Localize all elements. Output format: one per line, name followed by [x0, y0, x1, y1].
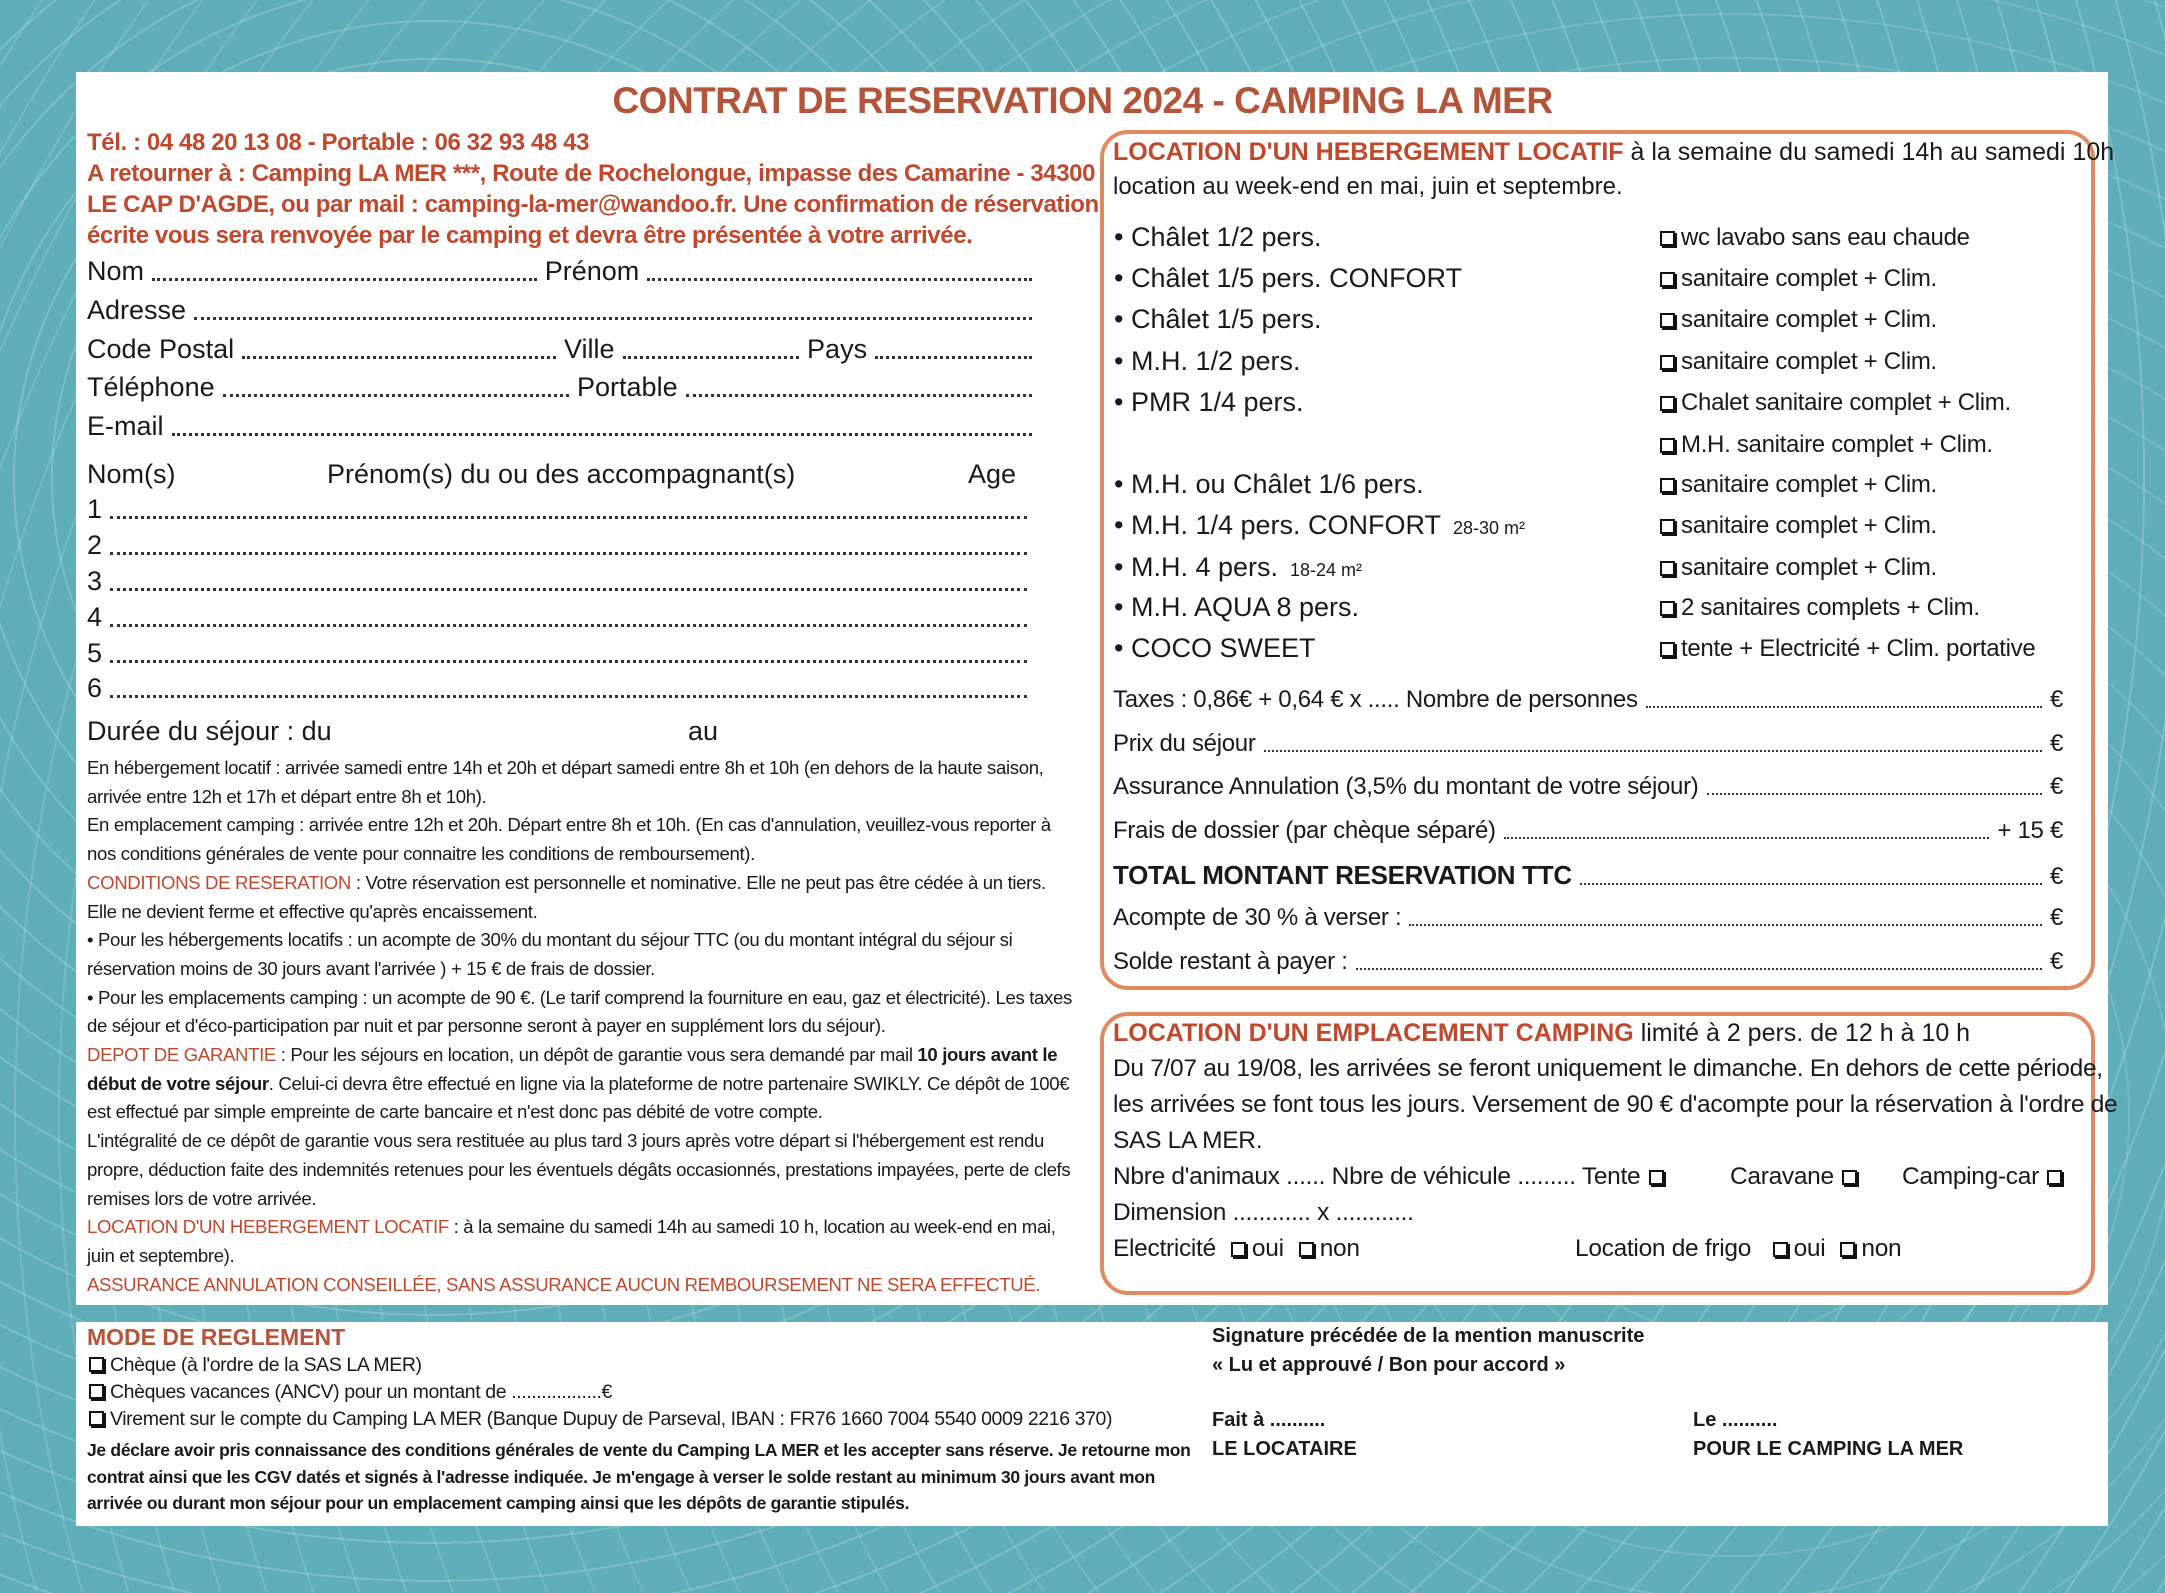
camping-car-option	[1902, 1163, 2068, 1191]
frigo-label: Location de frigo	[1575, 1235, 1752, 1262]
frigo-non-checkbox[interactable]	[1840, 1242, 1855, 1257]
city-row	[87, 334, 1040, 365]
signature-line1: Signature précédée de la mention manuscrite	[1212, 1325, 1645, 1347]
price-row	[1113, 817, 2063, 845]
price-input[interactable]	[1580, 883, 2042, 885]
camping-line: SAS LA MER.	[1113, 1127, 1263, 1154]
accommodation-item	[1114, 469, 1424, 500]
price-input[interactable]	[1504, 837, 1990, 839]
price-row	[1113, 904, 2063, 932]
caravane-label: Caravane	[1730, 1163, 1834, 1190]
price-unit: €	[2049, 948, 2063, 975]
name-row	[87, 256, 1040, 287]
price-input[interactable]	[1264, 750, 2042, 752]
locatif-sub: location au week-end en mai, juin et septembre.	[1113, 173, 1623, 200]
email-input[interactable]	[172, 433, 1032, 436]
accommodation-item	[1114, 633, 1315, 664]
email-row	[87, 411, 1040, 442]
locataire-label: LE LOCATAIRE	[1212, 1438, 1357, 1460]
price-label: TOTAL MONTANT RESERVATION TTC	[1113, 860, 1572, 890]
option-checkbox[interactable]	[1660, 313, 1675, 328]
payment-option	[87, 1354, 422, 1377]
option-checkbox[interactable]	[1660, 519, 1675, 534]
non-label: non	[1319, 1235, 1360, 1262]
row-number: 3	[87, 566, 103, 596]
contact-line: A retourner à : Camping LA MER ***, Route de Rochelongue, impasse des Camarine - 34300	[87, 160, 1096, 187]
accommodation-name: • M.H. ou Châlet 1/6 pers.	[1114, 469, 1424, 499]
accommodation-item	[1114, 222, 1322, 253]
companion-row	[87, 673, 1035, 704]
option-checkbox[interactable]	[1660, 272, 1675, 287]
option-checkbox[interactable]	[1660, 355, 1675, 370]
accommodation-item	[1114, 346, 1301, 377]
row-number: 2	[87, 530, 103, 560]
price-label: Prix du séjour	[1113, 730, 1256, 757]
companion-row	[87, 566, 1035, 597]
price-row	[1113, 860, 2063, 891]
oui-label: oui	[1793, 1235, 1826, 1262]
accommodation-name: • M.H. 1/4 pers. CONFORT	[1114, 510, 1442, 540]
condition-label: LOCATION D'UN HEBERGEMENT LOCATIF	[87, 1216, 449, 1238]
option-label: wc lavabo sans eau chaude	[1681, 224, 1970, 251]
non-label: non	[1861, 1235, 1902, 1262]
accommodation-item	[1114, 510, 1525, 541]
condition-paragraph: En emplacement camping : arrivée entre 12h et 20h. Départ entre 8h et 10h. (En cas d'annulation, veuillez-vous reporter à nos conditions générales de vente pour connaitre les conditions de remboursement).	[87, 814, 1051, 865]
condition-label: DEPOT DE GARANTIE	[87, 1044, 276, 1066]
locatif-heading	[1113, 138, 2114, 167]
nom-label: Nom	[87, 256, 145, 286]
ville-input[interactable]	[623, 356, 800, 359]
price-label: Taxes : 0,86€ + 0,64 € x ..... Nombre de personnes	[1113, 686, 1638, 713]
frigo-row	[1575, 1235, 1901, 1263]
condition-text: . Celui-ci devra être effectué en ligne via la plateforme de notre partenaire SWIKLY. Ce dépôt de 100€ est effectué par simple empreinte de carte bancaire et n'est donc pas débité de votre compte.	[87, 1072, 1070, 1123]
price-input[interactable]	[1409, 924, 2042, 926]
electricite-label: Electricité	[1113, 1235, 1216, 1262]
locatif-subtitle: à la semaine du samedi 14h au samedi 10h	[1623, 138, 2115, 166]
condition-text: : à la semaine du samedi 14h au samedi 10 h, location au week-end en mai, juin et septembre).	[87, 1216, 1056, 1266]
caravane-checkbox[interactable]	[1842, 1170, 1857, 1185]
caravane-option	[1730, 1163, 1863, 1191]
companion-input[interactable]	[110, 588, 1027, 591]
condition-paragraph: • Pour les emplacements camping : un acompte de 90 €. (Le tarif comprend la fourniture en eau, gaz et électricité). Les taxes de séjour et d'éco-participation par nuit et par personne seront à payer en supplément lors du séjour).	[87, 986, 1072, 1037]
price-input[interactable]	[1356, 968, 2042, 970]
price-label: Acompte de 30 % à verser :	[1113, 904, 1402, 931]
price-label: Solde restant à payer :	[1113, 948, 1348, 975]
option-checkbox[interactable]	[1660, 642, 1675, 657]
condition-paragraph: L'intégralité de ce dépôt de garantie vous sera restituée au plus tard 3 jours après votre départ si l'hébergement est rendu propre, déduction faite des indemnités retenues pour les éventuels dégâts occasionnés, prestations impayées, perte de clefs remises lors de votre arrivée.	[87, 1130, 1071, 1209]
companions-col-prenom: Prénom(s) du ou des accompagnant(s)	[327, 459, 796, 489]
companion-row	[87, 530, 1035, 561]
price-input[interactable]	[1707, 793, 2042, 795]
accommodation-item	[1114, 387, 1304, 418]
payment-label: Chèques vacances (ANCV) pour un montant de ..................€	[110, 1381, 612, 1403]
contact-line: écrite vous sera renvoyée par le camping et devra être présentée à votre arrivée.	[87, 222, 973, 249]
virement-checkbox[interactable]	[89, 1411, 104, 1426]
accommodation-item	[1114, 304, 1322, 335]
option-checkbox[interactable]	[1660, 478, 1675, 493]
pays-input[interactable]	[875, 356, 1032, 359]
prenom-input[interactable]	[647, 278, 1032, 281]
accommodation-option	[1658, 635, 2035, 663]
companions-col-age: Age	[968, 459, 1017, 489]
tente-checkbox[interactable]	[1649, 1170, 1664, 1185]
animaux-label: Nbre d'animaux ...... Nbre de véhicule ......... Tente	[1113, 1163, 1641, 1190]
option-checkbox[interactable]	[1660, 601, 1675, 616]
price-unit: €	[2049, 730, 2063, 757]
camping-line: Du 7/07 au 19/08, les arrivées se feront uniquement le dimanche. En dehors de cette période,	[1113, 1055, 2103, 1082]
telephone-input[interactable]	[223, 394, 569, 397]
option-label: sanitaire complet + Clim.	[1681, 348, 1937, 375]
companion-input[interactable]	[110, 624, 1027, 627]
accommodation-name: • PMR 1/4 pers.	[1114, 387, 1304, 417]
option-checkbox[interactable]	[1660, 231, 1675, 246]
companion-input[interactable]	[110, 552, 1027, 555]
accommodation-item	[1114, 592, 1359, 623]
accommodation-option	[1658, 471, 1937, 499]
telephone-label: Téléphone	[87, 372, 215, 402]
camping-title: LOCATION D'UN EMPLACEMENT CAMPING	[1113, 1019, 1634, 1047]
option-label: sanitaire complet + Clim.	[1681, 471, 1937, 498]
camping-line: les arrivées se font tous les jours. Versement de 90 € d'acompte pour la réservation à l'ordre de	[1113, 1091, 2118, 1118]
payment-option	[87, 1381, 612, 1404]
accommodation-option	[1658, 554, 1937, 582]
le-date: Le ..........	[1693, 1409, 1778, 1431]
condition-paragraph	[87, 869, 1077, 926]
portable-label: Portable	[577, 372, 678, 402]
condition-label: CONDITIONS DE RESERATION	[87, 871, 351, 893]
condition-text: : Pour les séjours en location, un dépôt de garantie vous sera demandé par mail	[275, 1044, 918, 1066]
companion-input[interactable]	[110, 695, 1027, 698]
option-checkbox[interactable]	[1660, 561, 1675, 576]
code-postal-input[interactable]	[242, 356, 556, 359]
accommodation-option	[1658, 265, 1937, 293]
accommodation-name: • M.H. AQUA 8 pers.	[1114, 592, 1360, 622]
accommodation-option	[1658, 512, 1937, 540]
payment-label: Chèque (à l'ordre de la SAS LA MER)	[110, 1354, 422, 1376]
dimension: Dimension ............ x ............	[1113, 1199, 1414, 1226]
price-unit: €	[2049, 686, 2063, 713]
accommodation-option	[1658, 594, 1980, 622]
option-label: Chalet sanitaire complet + Clim.	[1681, 389, 2011, 416]
option-label: tente + Electricité + Clim. portative	[1681, 635, 2036, 662]
prenom-label: Prénom	[544, 256, 640, 286]
electricite-row	[1113, 1235, 1360, 1263]
portable-input[interactable]	[686, 394, 1032, 397]
accommodation-name: • M.H. 4 pers.	[1114, 552, 1278, 582]
condition-paragraph	[87, 1213, 1077, 1270]
frigo-oui-checkbox[interactable]	[1773, 1242, 1788, 1257]
accommodation-name: • COCO SWEET	[1114, 633, 1316, 663]
price-row	[1113, 686, 2063, 714]
price-row	[1113, 730, 2063, 758]
companions-col-nom: Nom(s)	[87, 459, 176, 489]
condition-paragraph	[87, 1041, 1077, 1127]
accommodation-name: • Châlet 1/5 pers. CONFORT	[1114, 263, 1463, 293]
companion-row	[87, 602, 1035, 633]
camping-car-label: Camping-car	[1902, 1163, 2039, 1190]
camping-heading	[1113, 1019, 1970, 1048]
accommodation-item	[1114, 263, 1462, 294]
option-label: M.H. sanitaire complet + Clim.	[1681, 431, 1993, 458]
option-label: sanitaire complet + Clim.	[1681, 554, 1937, 581]
camping-car-checkbox[interactable]	[2047, 1170, 2062, 1185]
price-label: Frais de dossier (par chèque séparé)	[1113, 817, 1496, 844]
price-row	[1113, 948, 2063, 976]
accommodation-option	[1658, 431, 1993, 459]
option-label: 2 sanitaires complets + Clim.	[1681, 594, 1980, 621]
declaration: Je déclare avoir pris connaissance des conditions générales de vente du Camping LA MER et les accepter sans réserve. Je retourne mon contrat ainsi que les CGV datés et signés à l'adresse indiquée. Je m'engage à verser le solde restant au minimum 30 jours avant mon arrivée ou durant mon séjour pour un emplacement camping ainsi que les dépôts de garantie stipulés.	[87, 1440, 1191, 1513]
code-postal-label: Code Postal	[87, 334, 235, 364]
insurance-warning: ASSURANCE ANNULATION CONSEILLÉE, SANS ASSURANCE AUCUN REMBOURSEMENT NE SERA EFFECTUÉ.	[87, 1273, 1041, 1295]
price-unit: €	[2049, 773, 2063, 800]
contact-phone: Tél. : 04 48 20 13 08 - Portable : 06 32 93 48 43	[87, 129, 590, 156]
duree-au-label: au	[688, 716, 719, 746]
option-checkbox[interactable]	[1660, 438, 1675, 453]
payment-label: Virement sur le compte du Camping LA MER (Banque Dupuy de Parseval, IBAN : FR76 1660 7004 5540 0009 2216 370)	[110, 1408, 1113, 1430]
electricite-non-checkbox[interactable]	[1299, 1242, 1314, 1257]
accommodation-name: • Châlet 1/2 pers.	[1114, 222, 1322, 252]
accommodation-option	[1658, 348, 1937, 376]
price-unit: + 15 €	[1997, 817, 2063, 844]
adresse-label: Adresse	[87, 295, 187, 325]
cheque-checkbox[interactable]	[89, 1357, 104, 1372]
row-number: 4	[87, 602, 103, 632]
row-number: 5	[87, 638, 103, 668]
row-number: 6	[87, 673, 103, 703]
locatif-title: LOCATION D'UN HEBERGEMENT LOCATIF	[1113, 138, 1624, 166]
accommodation-item	[1114, 552, 1362, 583]
option-checkbox[interactable]	[1660, 396, 1675, 411]
option-label: sanitaire complet + Clim.	[1681, 512, 1937, 539]
payment-option	[87, 1408, 1112, 1431]
oui-label: oui	[1251, 1235, 1284, 1262]
condition-paragraph: • Pour les hébergements locatifs : un acompte de 30% du montant du séjour TTC (ou du montant intégral du séjour si réservation moins de 30 jours avant l'arrivée ) + 15 € de frais de dossier.	[87, 929, 1013, 979]
email-label: E-mail	[87, 411, 164, 441]
accommodation-size: 28-30 m²	[1453, 518, 1526, 538]
ancv-checkbox[interactable]	[89, 1384, 104, 1399]
price-unit: €	[2049, 904, 2063, 931]
accommodation-option	[1658, 306, 1937, 334]
conditions-text	[87, 754, 1077, 1299]
companion-input[interactable]	[110, 660, 1027, 663]
duree-label: Durée du séjour : du	[87, 716, 332, 746]
companion-row	[87, 638, 1035, 669]
price-unit: €	[2049, 863, 2063, 890]
reglement-heading: MODE DE REGLEMENT	[87, 1324, 346, 1350]
condition-text: : Votre réservation est personnelle et nominative. Elle ne peut pas être cédée à un tiers. Elle ne devient ferme et effective qu'après encaissement.	[87, 871, 1046, 922]
signature-line2: « Lu et approuvé / Bon pour accord »	[1212, 1354, 1566, 1376]
camping-subtitle: limité à 2 pers. de 12 h à 10 h	[1633, 1019, 1971, 1047]
option-label: sanitaire complet + Clim.	[1681, 306, 1937, 333]
electricite-oui-checkbox[interactable]	[1231, 1242, 1246, 1257]
accommodation-size: 18-24 m²	[1290, 560, 1363, 580]
price-input[interactable]	[1646, 706, 2042, 708]
option-label: sanitaire complet + Clim.	[1681, 265, 1937, 292]
price-label: Assurance Annulation (3,5% du montant de votre séjour)	[1113, 773, 1699, 800]
companion-row	[87, 494, 1035, 525]
accommodation-name: • M.H. 1/2 pers.	[1114, 346, 1301, 376]
condition-paragraph: En hébergement locatif : arrivée samedi entre 14h et 20h et départ samedi entre 8h et 10h (en dehors de la haute saison, arrivée entre 12h et 17h et départ entre 8h et 10h).	[87, 757, 1044, 807]
price-row	[1113, 773, 2063, 801]
pays-label: Pays	[807, 334, 868, 364]
accommodation-name: • Châlet 1/5 pers.	[1114, 304, 1322, 334]
address-row	[87, 295, 1040, 326]
page-title: CONTRAT DE RESERVATION 2024 - CAMPING LA MER	[612, 80, 1553, 121]
camping-signature-label: POUR LE CAMPING LA MER	[1693, 1438, 1964, 1460]
fait-a: Fait à ..........	[1212, 1409, 1326, 1431]
phone-row	[87, 372, 1040, 403]
nom-input[interactable]	[152, 278, 537, 281]
adresse-input[interactable]	[194, 317, 1032, 320]
accommodation-option	[1658, 224, 1970, 252]
row-number: 1	[87, 494, 103, 524]
accommodation-option	[1658, 389, 2011, 417]
contact-line: LE CAP D'AGDE, ou par mail : camping-la-mer@wandoo.fr. Une confirmation de réservation	[87, 191, 1099, 218]
vehicle-row	[1113, 1163, 1670, 1191]
condition-bold: 10 jours avant le début de votre séjour	[87, 1044, 1058, 1094]
companion-input[interactable]	[110, 516, 1027, 519]
ville-label: Ville	[563, 334, 615, 364]
